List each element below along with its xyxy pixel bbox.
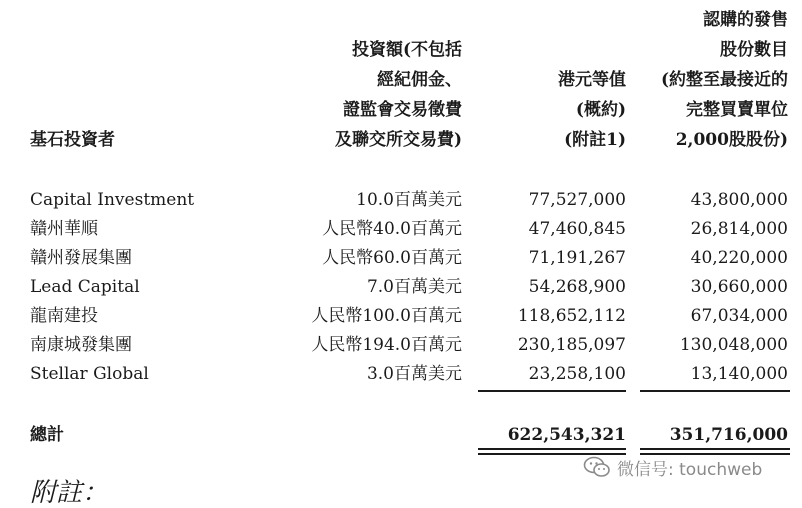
investment-amount: 人民幣40.0百萬元 [322, 219, 462, 239]
header-line: (附註1) [564, 130, 626, 150]
investor-table-body [0, 186, 802, 389]
table-row [0, 360, 802, 389]
total-hkd: 622,543,321 [507, 425, 626, 445]
investment-amount: 7.0百萬美元 [366, 277, 462, 297]
investor-name: 南康城發集團 [30, 335, 132, 355]
table-row [0, 186, 802, 215]
footnote-heading: 附註： [30, 478, 109, 508]
hkd-equivalent: 118,652,112 [517, 306, 626, 326]
hkd-equivalent: 71,191,267 [528, 248, 626, 268]
hkd-equivalent: 230,185,097 [517, 335, 626, 355]
investor-name: Stellar Global [30, 364, 149, 384]
shares-subscribed: 43,800,000 [690, 190, 788, 210]
header-line: 及聯交所交易費) [334, 130, 462, 150]
header-line: 證監會交易徵費 [343, 100, 462, 120]
header-line: 投資額(不包括 [351, 40, 462, 60]
table-row [0, 244, 802, 273]
hkd-equivalent: 54,268,900 [528, 277, 626, 297]
table-row [0, 215, 802, 244]
hkd-equivalent: 47,460,845 [528, 219, 626, 239]
total-row [0, 420, 802, 450]
watermark-text: 微信号: touchweb [617, 459, 763, 480]
investor-name: 贛州發展集團 [30, 248, 132, 268]
investment-amount: 3.0百萬美元 [366, 364, 462, 384]
shares-subscribed: 40,220,000 [690, 248, 788, 268]
subtotal-rule-shares [640, 390, 790, 392]
subtotal-rule-hkd [478, 390, 626, 392]
header-investor-line: 基石投資者 [30, 130, 115, 150]
header-investor [30, 125, 115, 155]
total-label: 總計 [30, 425, 64, 445]
shares-subscribed: 30,660,000 [690, 277, 788, 297]
watermark [583, 454, 762, 480]
hkd-equivalent: 23,258,100 [528, 364, 626, 384]
investment-amount: 人民幣100.0百萬元 [311, 306, 462, 326]
total-shares: 351,716,000 [669, 425, 788, 445]
shares-subscribed: 130,048,000 [679, 335, 788, 355]
header-line: 完整買賣單位 [686, 100, 788, 120]
shares-subscribed: 67,034,000 [690, 306, 788, 326]
shares-subscribed: 13,140,000 [690, 364, 788, 384]
header-line: 認購的發售 [703, 10, 788, 30]
header-line: (約整至最接近的 [660, 70, 788, 90]
header-line: 經紀佣金、 [377, 70, 462, 90]
investor-name: 龍南建投 [30, 306, 98, 326]
table-row [0, 273, 802, 302]
investor-name: Lead Capital [30, 277, 140, 297]
header-line: 2,000股股份) [675, 130, 788, 150]
header-investment-amount [335, 35, 462, 155]
header-shares-subscribed [661, 5, 788, 155]
hkd-equivalent: 77,527,000 [528, 190, 626, 210]
header-hkd-equivalent [558, 65, 626, 155]
investment-amount: 人民幣194.0百萬元 [311, 335, 462, 355]
investment-amount: 10.0百萬美元 [356, 190, 462, 210]
table-row [0, 331, 802, 360]
investor-name: 贛州華順 [30, 219, 98, 239]
investment-amount: 人民幣60.0百萬元 [322, 248, 462, 268]
table-row [0, 302, 802, 331]
shares-subscribed: 26,814,000 [690, 219, 788, 239]
header-line: (概約) [575, 100, 626, 120]
investor-name: Capital Investment [30, 190, 195, 210]
wechat-icon [583, 456, 611, 478]
header-line: 股份數目 [720, 40, 788, 60]
header-line: 港元等值 [558, 70, 626, 90]
